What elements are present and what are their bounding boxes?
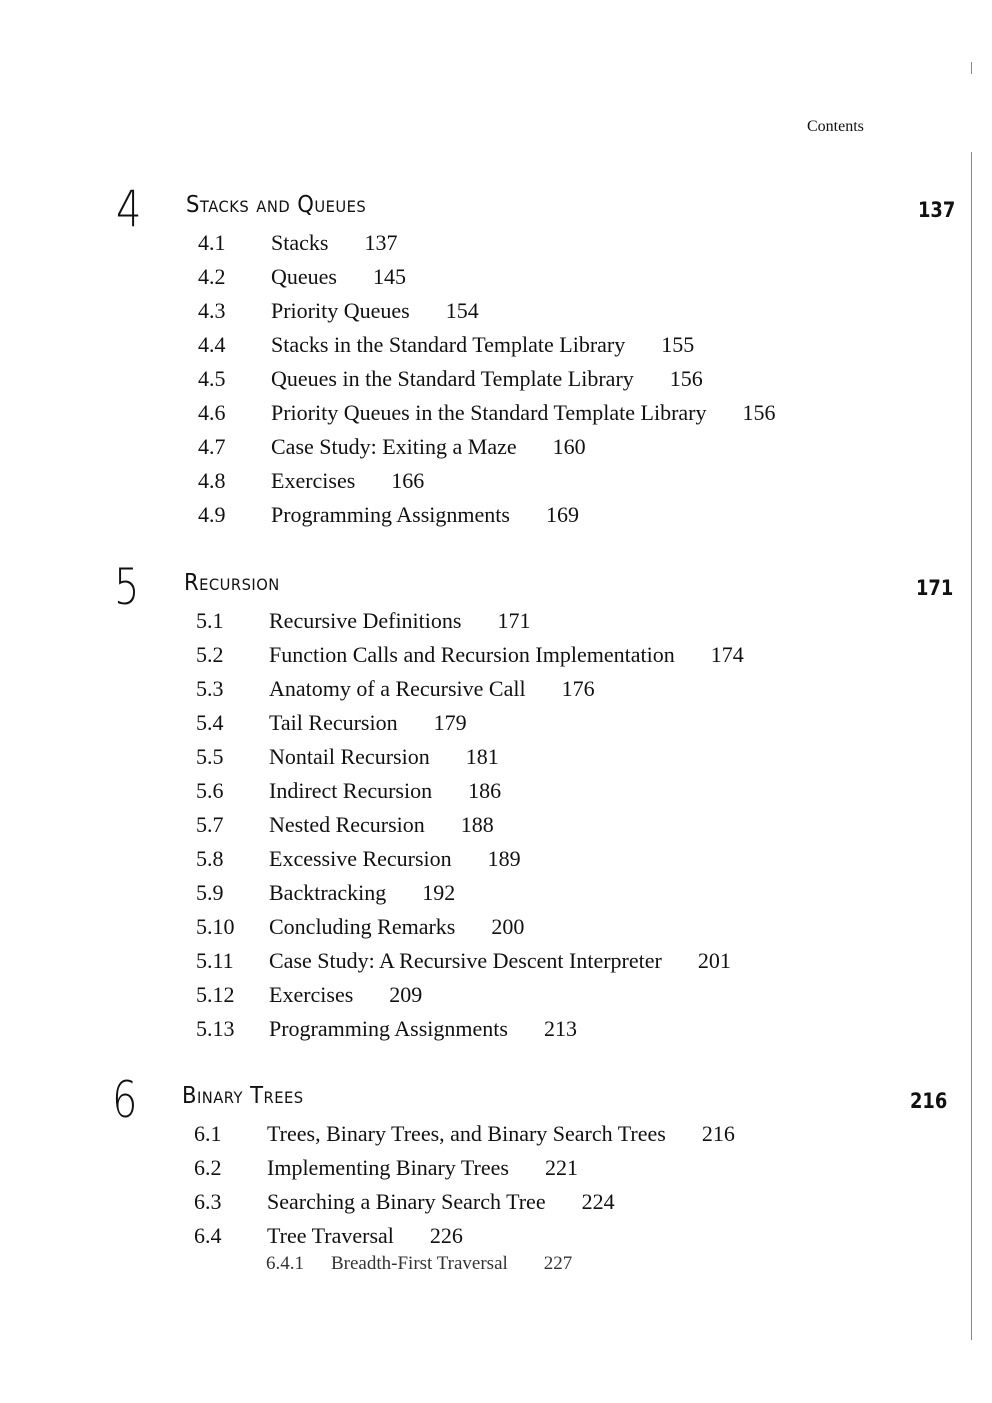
section-number: 6.2	[194, 1155, 222, 1180]
section-page: 189	[487, 846, 521, 871]
section-title: Excessive Recursion 189	[269, 846, 521, 871]
section-title: Case Study: A Recursive Descent Interpreter 201	[269, 948, 731, 973]
chapter-title: Recursion	[184, 570, 280, 596]
section-page: 176	[561, 676, 595, 701]
section-number: 5.8	[196, 846, 224, 871]
section-title: Programming Assignments 213	[269, 1016, 577, 1041]
section-number: 6.4	[194, 1223, 222, 1248]
section-number: 5.1	[196, 608, 224, 633]
chapter-page: 137	[918, 198, 956, 222]
section-number: 4.1	[198, 230, 226, 255]
section-number: 4.8	[198, 468, 226, 493]
section-title: Tail Recursion 179	[269, 710, 467, 735]
section-page: 200	[491, 914, 525, 939]
section-number: 5.13	[196, 1016, 235, 1041]
section-page: 186	[468, 778, 502, 803]
section-number: 5.7	[196, 812, 224, 837]
section-page: 155	[661, 332, 695, 357]
section-title: Function Calls and Recursion Implementation 174	[269, 642, 744, 667]
section-title: Case Study: Exiting a Maze 160	[271, 434, 586, 459]
section-title: Priority Queues 154	[271, 298, 479, 323]
section-number: 5.6	[196, 778, 224, 803]
section-page: 137	[364, 230, 398, 255]
section-title: Queues 145	[271, 264, 406, 289]
page-edge-line	[971, 152, 972, 1340]
chapter-page: 216	[910, 1089, 948, 1113]
section-page: 171	[497, 608, 531, 633]
section-title: Searching a Binary Search Tree 224	[267, 1189, 615, 1214]
chapter-title: Binary Trees	[182, 1083, 304, 1109]
section-number: 4.7	[198, 434, 226, 459]
section-title: Backtracking 192	[269, 880, 456, 905]
section-page: 166	[391, 468, 425, 493]
section-title: Queues in the Standard Template Library 156	[271, 366, 703, 391]
section-title: Exercises 166	[271, 468, 425, 493]
section-title: Tree Traversal 226	[267, 1223, 463, 1248]
section-title: Nontail Recursion 181	[269, 744, 499, 769]
section-page: 160	[552, 434, 586, 459]
section-title: Anatomy of a Recursive Call 176	[269, 676, 595, 701]
section-number: 5.5	[196, 744, 224, 769]
section-number: 6.4.1	[266, 1253, 304, 1274]
section-title: Stacks in the Standard Template Library 155	[271, 332, 695, 357]
section-page: 179	[433, 710, 467, 735]
section-number: 6.1	[194, 1121, 222, 1146]
section-number: 4.5	[198, 366, 226, 391]
section-number: 5.3	[196, 676, 224, 701]
section-page: 227	[543, 1253, 573, 1274]
section-title: Nested Recursion 188	[269, 812, 494, 837]
section-page: 221	[544, 1155, 578, 1180]
section-number: 4.3	[198, 298, 226, 323]
section-title: Breadth-First Traversal 227	[331, 1253, 573, 1274]
section-number: 5.12	[196, 982, 235, 1007]
section-number: 5.4	[196, 710, 224, 735]
section-page: 192	[422, 880, 456, 905]
section-page: 216	[701, 1121, 735, 1146]
chapter-number: 6	[112, 1071, 138, 1129]
section-page: 213	[543, 1016, 577, 1041]
section-title: Trees, Binary Trees, and Binary Search Trees 216	[267, 1121, 735, 1146]
section-page: 226	[429, 1223, 463, 1248]
section-number: 4.9	[198, 502, 226, 527]
chapter-number: 5	[114, 558, 140, 616]
running-head: Contents	[807, 118, 864, 135]
chapter-page: 171	[916, 576, 954, 600]
section-number: 5.11	[196, 948, 234, 973]
section-page: 188	[460, 812, 494, 837]
section-number: 6.3	[194, 1189, 222, 1214]
section-page: 169	[545, 502, 579, 527]
section-page: 209	[389, 982, 423, 1007]
section-title: Indirect Recursion 186	[269, 778, 502, 803]
section-page: 156	[669, 366, 703, 391]
section-number: 5.9	[196, 880, 224, 905]
section-number: 4.4	[198, 332, 226, 357]
chapter-title: Stacks and Queues	[186, 192, 367, 218]
section-title: Stacks 137	[271, 230, 398, 255]
page-edge-tick	[971, 62, 972, 74]
section-number: 5.2	[196, 642, 224, 667]
section-number: 5.10	[196, 914, 235, 939]
section-page: 201	[697, 948, 731, 973]
chapter-number: 4	[116, 180, 142, 238]
section-title: Concluding Remarks 200	[269, 914, 525, 939]
section-page: 145	[372, 264, 406, 289]
section-title: Priority Queues in the Standard Template Library 156	[271, 400, 776, 425]
section-number: 4.6	[198, 400, 226, 425]
section-title: Implementing Binary Trees 221	[267, 1155, 578, 1180]
section-page: 174	[710, 642, 744, 667]
section-title: Programming Assignments 169	[271, 502, 579, 527]
section-number: 4.2	[198, 264, 226, 289]
section-page: 156	[742, 400, 776, 425]
section-page: 224	[581, 1189, 615, 1214]
section-page: 181	[465, 744, 499, 769]
section-title: Exercises 209	[269, 982, 423, 1007]
section-title: Recursive Definitions 171	[269, 608, 531, 633]
section-page: 154	[445, 298, 479, 323]
